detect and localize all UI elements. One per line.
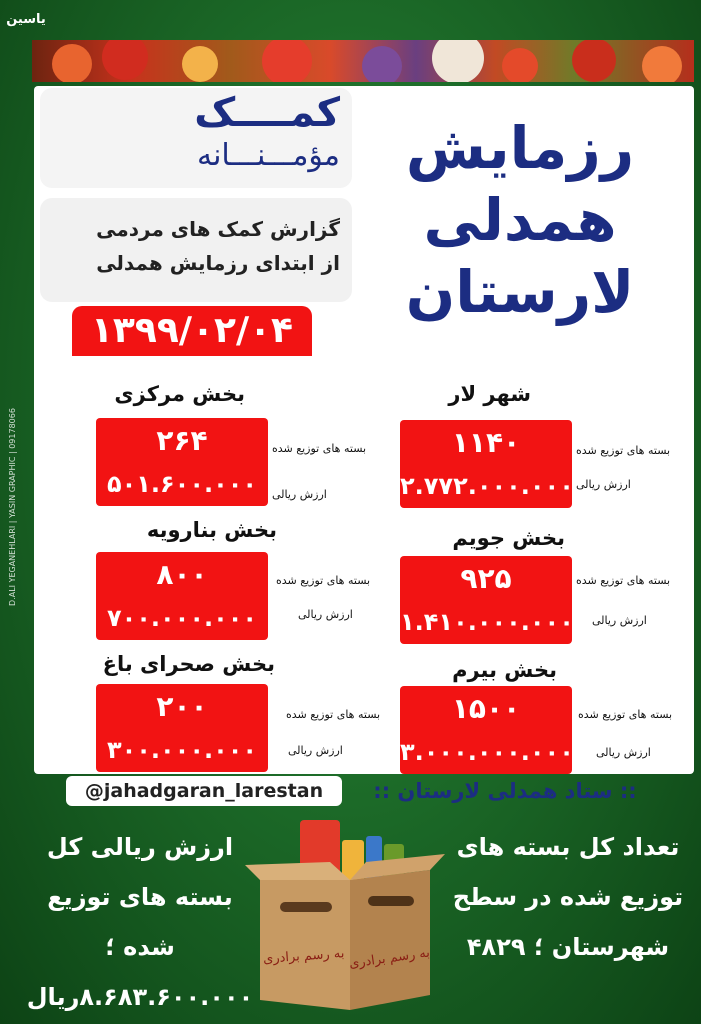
district-box-bayram xyxy=(400,686,572,774)
district-count: ۲۰۰ xyxy=(156,690,208,723)
label-value: ارزش ریالی xyxy=(288,744,343,757)
district-count: ۲۶۴ xyxy=(156,424,208,457)
district-title-sahraye-bagh: بخش صحرای باغ xyxy=(102,652,275,676)
district-title-markazi: بخش مرکزی xyxy=(114,382,245,406)
district-title-bayram: بخش بیرم xyxy=(452,658,557,682)
vertical-credit: D.ALI YEGANEHLARI | YASIN GRAPHIC | 09178066 xyxy=(8,408,17,606)
label-packages: بسته های توزیع شده xyxy=(272,442,367,455)
district-count: ۸۰۰ xyxy=(156,558,208,591)
label-value: ارزش ریالی xyxy=(592,614,647,627)
district-count: ۱۵۰۰ xyxy=(451,692,521,725)
report-line-1: گزارش کمک های مردمی xyxy=(96,217,340,241)
logo: یاسین xyxy=(6,12,46,27)
district-box-lar xyxy=(400,420,572,508)
total-value-line-2: بسته های توزیع شده ؛ xyxy=(47,883,233,961)
title-line-2: همدلی xyxy=(423,186,617,254)
total-value xyxy=(20,822,260,1022)
donation-box-illustration xyxy=(240,810,450,1020)
box-text-right: به رسم برادری xyxy=(348,945,431,972)
district-count: ۹۲۵ xyxy=(460,562,512,595)
district-title-lar: شهر لار xyxy=(448,382,531,406)
district-box-juyom xyxy=(400,556,572,644)
label-value: ارزش ریالی xyxy=(576,478,631,491)
district-title-juyom: بخش جویم xyxy=(452,526,565,550)
box-handle-right xyxy=(368,896,414,906)
district-value: ۲.۷۷۲.۰۰۰.۰۰۰ xyxy=(400,472,574,500)
floral-banner xyxy=(32,40,694,82)
kmk-line-2: مؤمـــنـــانه xyxy=(197,138,340,173)
kmk-line-1: کمــــک xyxy=(194,90,340,136)
setad-title: :: ستاد همدلی لارستان :: xyxy=(373,779,637,803)
district-box-sahraye-bagh xyxy=(96,684,268,772)
box-text-left: به رسم برادری xyxy=(262,946,345,967)
total-packages-line-1: تعداد کل بسته های xyxy=(456,833,680,861)
label-packages: بسته های توزیع شده xyxy=(276,574,371,587)
title-line-1: رزمایش xyxy=(405,114,635,182)
label-packages: بسته های توزیع شده xyxy=(578,708,673,721)
report-text xyxy=(50,212,340,280)
district-box-banaruyeh xyxy=(96,552,268,640)
label-packages: بسته های توزیع شده xyxy=(576,444,671,457)
main-title xyxy=(360,112,680,328)
district-value: ۳.۰۰۰.۰۰۰.۰۰۰ xyxy=(400,738,574,766)
total-packages-line-2: توزیع شده در سطح xyxy=(452,883,684,911)
label-value: ارزش ریالی xyxy=(298,608,353,621)
total-value-line-1: ارزش ریالی کل xyxy=(46,833,234,861)
total-packages-line-3: شهرستان ؛ ۴۸۲۹ xyxy=(466,933,670,961)
date-badge: ۱۳۹۹/۰۲/۰۴ xyxy=(72,306,312,356)
district-count: ۱۱۴۰ xyxy=(451,426,521,459)
total-value-line-3: ۸.۶۸۳.۶۰۰.۰۰۰ریال xyxy=(26,983,254,1011)
district-value: ۷۰۰.۰۰۰.۰۰۰ xyxy=(106,604,258,632)
title-line-3: لارستان xyxy=(405,258,635,326)
report-line-2: از ابتدای رزمایش همدلی xyxy=(96,251,340,275)
label-value: ارزش ریالی xyxy=(596,746,651,759)
district-value: ۳۰۰.۰۰۰.۰۰۰ xyxy=(106,736,258,764)
label-packages: بسته های توزیع شده xyxy=(576,574,671,587)
district-title-banaruyeh: بخش بنارویه xyxy=(146,518,277,542)
box-left-face xyxy=(260,880,350,1010)
instagram-handle[interactable]: @jahadgaran_larestan xyxy=(66,776,342,806)
label-value: ارزش ریالی xyxy=(272,488,327,501)
box-right-face xyxy=(350,870,430,1010)
total-packages xyxy=(440,822,696,972)
label-packages: بسته های توزیع شده xyxy=(286,708,381,721)
box-handle-left xyxy=(280,902,332,912)
district-box-markazi xyxy=(96,418,268,506)
district-value: ۵۰۱.۶۰۰.۰۰۰ xyxy=(106,470,258,498)
district-value: ۱.۴۱۰.۰۰۰.۰۰۰ xyxy=(400,608,574,636)
